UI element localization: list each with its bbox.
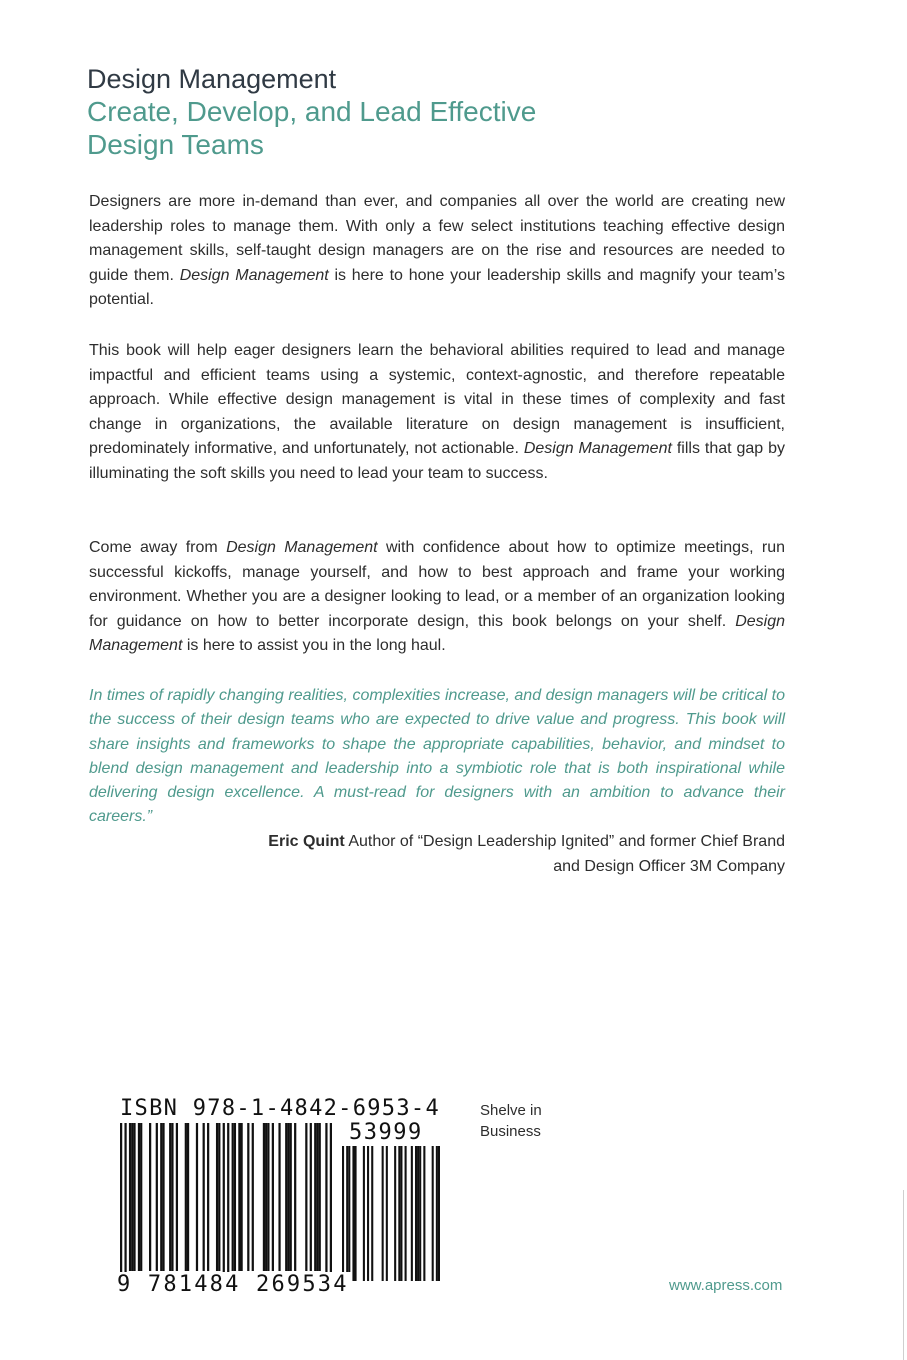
barcode-bar [352, 1146, 354, 1281]
barcode-bar [149, 1123, 151, 1271]
barcode-bar [436, 1146, 438, 1281]
barcode-bar [405, 1146, 407, 1281]
isbn-barcode-block [117, 1096, 447, 1306]
barcode-bar [223, 1123, 225, 1281]
p1-text-start: Designers are more in-demand than ever, and companies all over the world are creating new leadership roles to manage them. With only a few select institutions teaching effective design management skills, self-taught design managers are on the rise and resources are needed to guide them. [89, 193, 785, 284]
barcode-bar [218, 1123, 220, 1271]
barcode-bar [330, 1123, 332, 1281]
barcode-bar [325, 1123, 327, 1281]
price-code: 53999 [349, 1120, 423, 1145]
barcode-bar [272, 1123, 274, 1271]
barcode-bar [234, 1123, 236, 1271]
barcode-bar [156, 1123, 158, 1271]
barcode-bar [290, 1123, 292, 1271]
quote-attribution [185, 830, 785, 879]
barcode-bar [419, 1146, 421, 1281]
barcode-bar [160, 1123, 162, 1271]
description-paragraph-3 [89, 536, 785, 659]
barcode-bar [411, 1146, 413, 1281]
barcode-bar [386, 1146, 388, 1281]
barcode-bar [133, 1123, 135, 1271]
barcode-bar [398, 1146, 400, 1281]
barcode-bar [171, 1123, 173, 1271]
p2-text-start: This book will help eager designers learn the behavioral abilities required to lead and manage impactful and efficient teams using a systemic, context-agnostic, and therefore repeatable approach. While effective design management is vital in these times of complexity and fast change in organizations, the available literature on design management is insufficient, predominately informative, and unfortunately, not actionable. [89, 342, 785, 457]
barcode-bar [232, 1123, 234, 1271]
barcode-bar [265, 1123, 267, 1271]
barcode-bar [287, 1123, 289, 1271]
barcode-bar [363, 1146, 365, 1281]
barcode-bar [278, 1123, 280, 1271]
barcode-bar [185, 1123, 187, 1271]
endorsement-quote: In times of rapidly changing realities, complexities increase, and design managers will be critical to the success of their design teams who are expected to drive value and progress. This book will share insights and frameworks to shape the appropriate capabilities, behavior, and mindset to blend design management and leadership into a symbiotic role that is both inspirational while delivering design excellence. A must-read for designers with an ambition to advance their careers.” [89, 687, 785, 826]
isbn-label: ISBN 978-1-4842-6953-4 [120, 1096, 440, 1121]
barcode-bar [252, 1123, 254, 1271]
barcode-bar [263, 1123, 265, 1271]
barcode-bar [382, 1146, 384, 1281]
cover-edge-line [903, 1190, 904, 1360]
barcode-bar [129, 1123, 131, 1271]
p3-book-title-1: Design Management [226, 539, 378, 556]
barcode-bar [216, 1123, 218, 1271]
description-paragraph-2 [89, 339, 785, 486]
barcode-bar [187, 1123, 189, 1271]
description-paragraph-1 [89, 190, 785, 313]
barcode-bar [120, 1123, 122, 1281]
shelve-label: Shelve in [480, 1102, 542, 1119]
shelving-category [480, 1100, 542, 1142]
barcode-bar [310, 1123, 312, 1271]
barcode-bar [438, 1146, 440, 1281]
book-subtitle [87, 95, 607, 161]
p3-book-title-2: Design Management [89, 612, 785, 654]
barcode-bar [207, 1123, 209, 1271]
barcode-bar [348, 1146, 350, 1281]
barcode-bar [371, 1146, 373, 1281]
barcode-bar [285, 1123, 287, 1271]
barcode-bar [400, 1146, 402, 1281]
barcode-bar [394, 1146, 396, 1281]
barcode-bar [227, 1123, 229, 1281]
publisher-website: www.apress.com [669, 1277, 783, 1294]
barcode-bar [241, 1123, 243, 1271]
barcode-bar [305, 1123, 307, 1271]
endorser-name: Eric Quint [268, 833, 345, 850]
ean-barcode [120, 1123, 332, 1281]
barcode-bar [432, 1146, 434, 1281]
barcode-bar [267, 1123, 269, 1271]
p2-book-title: Design Management [523, 440, 672, 457]
barcode-bar [319, 1123, 321, 1271]
price-barcode [342, 1146, 440, 1281]
p3-text-middle: with confidence about how to optimize meetings, run successful kickoffs, manage yourself, and how to best approach and frame your working environment. Whether you are a designer looking to lead, or a member of an organization looking for guidance on how to better incorporate design, this book belongs on your shelf. [89, 539, 785, 630]
subtitle-line-1: Create, Develop, and Lead Effective [87, 96, 537, 127]
p2-text-end: fills that gap by illuminating the soft skills you need to lead your team to success. [89, 440, 786, 482]
book-title: Design Management [87, 64, 337, 94]
barcode-bar [138, 1123, 140, 1271]
barcode-bar [162, 1123, 164, 1271]
barcode-bar [314, 1123, 316, 1271]
shelve-category: Business [480, 1123, 541, 1140]
p1-text-end: is here to hone your leadership skills and magnify your team’s potential. [89, 266, 785, 308]
barcode-bar [342, 1146, 344, 1281]
barcode-bar [124, 1123, 126, 1281]
p1-book-title: Design Management [179, 266, 329, 284]
barcode-bar [367, 1146, 369, 1281]
attribution-line-1 [185, 830, 785, 855]
endorser-role-1: Author of “Design Leadership Ignited” and former Chief Brand [344, 833, 785, 850]
barcode-bar [176, 1123, 178, 1271]
barcode-bar [423, 1146, 425, 1281]
barcode-bar [196, 1123, 198, 1271]
barcode-bar [294, 1123, 296, 1271]
barcode-bar [169, 1123, 171, 1271]
p3-text-start: Come away from [89, 539, 227, 556]
barcode-bar [247, 1123, 249, 1271]
barcode-bar [131, 1123, 133, 1271]
barcode-digits: 9 781484 269534 [117, 1272, 349, 1297]
barcode-bar [203, 1123, 205, 1271]
barcode-bar [417, 1146, 419, 1281]
barcode-bar [316, 1123, 318, 1271]
endorser-role-2: and Design Officer 3M Company [553, 857, 785, 875]
barcode-bar [355, 1146, 357, 1281]
barcode-bar [415, 1146, 417, 1281]
barcode-bar [238, 1123, 240, 1271]
barcode-bar [140, 1123, 142, 1271]
subtitle-line-2: Design Teams [87, 129, 264, 160]
barcode-bar [346, 1146, 348, 1281]
p3-text-end: is here to assist you in the long haul. [182, 637, 446, 654]
